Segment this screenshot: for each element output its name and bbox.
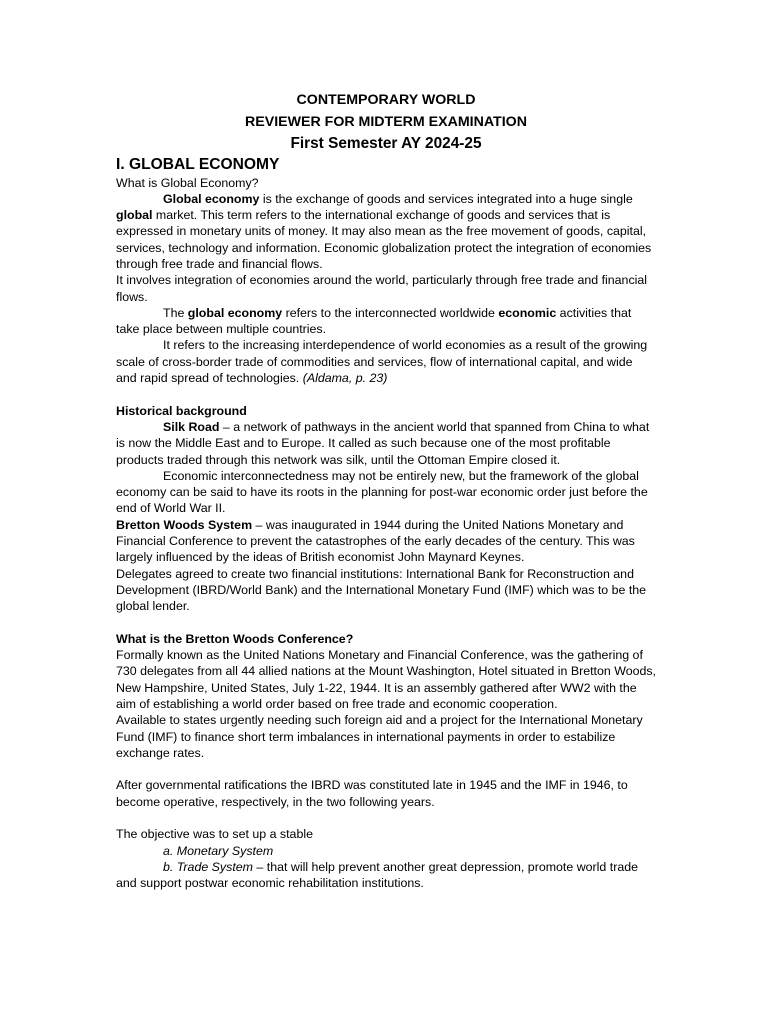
document-content <box>116 90 656 892</box>
paragraph: It involves integration of economies around the world, particularly through free trade and financial flows. <box>116 273 648 304</box>
spacer <box>116 615 656 631</box>
paragraph: Available to states urgently needing such foreign aid and a project for the International Monetary Fund (IMF) to finance short term imbalances in international payments in order to estabilize exchange rates. <box>116 713 643 760</box>
paragraph: Delegates agreed to create two financial institutions: International Bank for Reconstruction and Development (IBRD/World Bank) and the International Monetary Fund (IMF) which was to be the global lender. <box>116 566 647 614</box>
heading-historical-background: Historical background <box>116 403 247 418</box>
paragraph <box>116 337 656 386</box>
text-run: market. This term refers to the international exchange of goods and services that is expressed in monetary units of money. It may also mean as the free movement of goods, capital, services, technology and information. Economic globalization protect the integration of economies through free trade and financial flows. <box>116 208 652 271</box>
spacer <box>116 810 656 826</box>
paragraph: The objective was to set up a stable <box>116 827 313 842</box>
list-item <box>116 843 656 859</box>
paragraph <box>116 419 656 468</box>
text-run: – a network of pathways in the ancient world that spanned from China to what is now the Middle East and to Europe. It called as such because one of the most profitable products traded through this network was silk, until the Ottoman Empire closed it. <box>116 419 650 467</box>
text-run: It refers to the increasing interdependence of world economies as a result of the growing scale of cross-border trade of commodities and services, flow of international capital, and wide and rapid spread of technologies. <box>116 338 648 386</box>
heading-bretton-woods-conference: What is the Bretton Woods Conference? <box>116 631 354 646</box>
text-run: The <box>163 305 188 320</box>
bold-term: global <box>116 208 153 223</box>
question-global-economy: What is Global Economy? <box>116 175 259 190</box>
text-run: is the exchange of goods and services integrated into a huge single <box>259 191 633 206</box>
paragraph: Economic interconnectedness may not be entirely new, but the framework of the global economy can be said to have its roots in the planning for post-war economic order just before the end of World War II. <box>116 468 648 516</box>
spacer <box>116 761 656 777</box>
bold-term: Global economy <box>163 191 260 206</box>
citation: (Aldama, p. 23) <box>302 371 388 386</box>
bold-term: Bretton Woods System <box>116 517 253 532</box>
doc-title-line2: REVIEWER FOR MIDTERM EXAMINATION <box>245 113 527 130</box>
text-run: refers to the interconnected worldwide <box>282 305 499 320</box>
list-item <box>116 859 656 892</box>
list-item-label: a. Monetary System <box>163 843 274 858</box>
paragraph <box>116 517 656 566</box>
doc-title-line3: First Semester AY 2024-25 <box>290 135 482 152</box>
paragraph: Formally known as the United Nations Monetary and Financial Conference, was the gathering of 730 delegates from all 44 allied nations at the Mount Washington, Hotel situated in Bretton Woods, New Hampshire, United States, July 1-22, 1944. It is an assembly gathered after WW2 with the aim of establishing a world order based on free trade and economic cooperation. <box>116 648 657 711</box>
paragraph: After governmental ratifications the IBRD was constituted late in 1945 and the IMF in 1946, to become operative, respectively, in the two following years. <box>116 778 628 809</box>
text-run: – that will help prevent another great depression, promote world trade and support postwar economic rehabilitation institutions. <box>116 859 639 891</box>
doc-title-line1: CONTEMPORARY WORLD <box>296 92 476 108</box>
spacer <box>116 386 656 402</box>
section-heading-global-economy: I. GLOBAL ECONOMY <box>116 155 280 173</box>
list-item-label: b. Trade System <box>163 859 253 874</box>
text-run: – was inaugurated in 1944 during the United Nations Monetary and Financial Conference to prevent the catastrophes of the early decades of the century. This was largely influenced by the ideas of British economist John Maynard Keynes. <box>116 517 635 565</box>
paragraph <box>116 305 656 338</box>
paragraph <box>116 191 656 272</box>
bold-term: economic <box>498 305 557 320</box>
bold-term: global economy <box>187 305 283 320</box>
text-run: activities that take place between multiple countries. <box>116 305 632 337</box>
bold-term: Silk Road <box>163 419 220 434</box>
